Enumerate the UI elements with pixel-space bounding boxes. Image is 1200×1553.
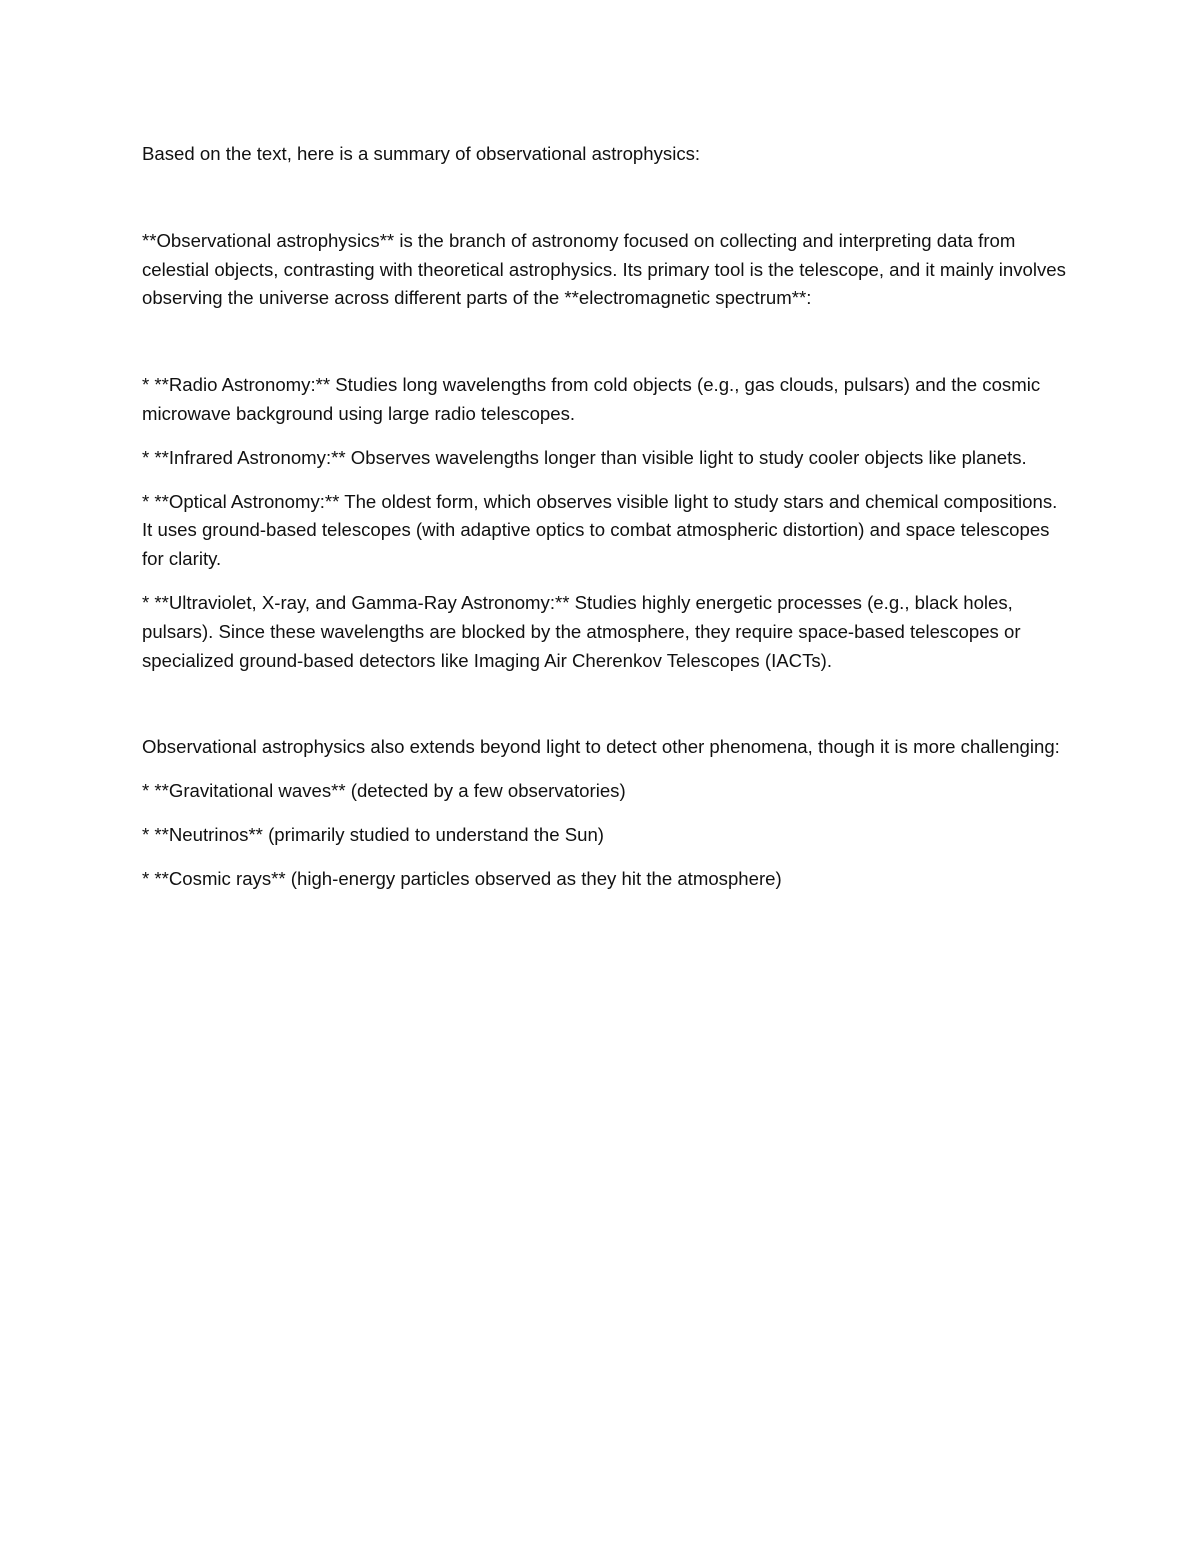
- bullet-cosmic-rays: * **Cosmic rays** (high-energy particles observed as they hit the atmosphere): [142, 867, 782, 889]
- intro-paragraph: Based on the text, here is a summary of observational astrophysics:: [142, 143, 701, 164]
- bullet-infrared-astronomy: * **Infrared Astronomy:** Observes wavelengths longer than visible light to study cooler objects like planets.: [142, 446, 1027, 468]
- spectrum-bullet-list: [142, 371, 1067, 675]
- beyond-light-bullet-list: [142, 777, 1067, 893]
- bullet-neutrinos: * **Neutrinos** (primarily studied to understand the Sun): [142, 823, 604, 845]
- bullet-optical-astronomy: * **Optical Astronomy:** The oldest form, which observes visible light to study stars and chemical compositions. It uses ground-based telescopes (with adaptive optics to combat atmospheric distortion) and space telescopes for clarity.: [142, 490, 1058, 570]
- bullet-gravitational-waves: * **Gravitational waves** (detected by a few observatories): [142, 780, 626, 802]
- bullet-high-energy-astronomy: * **Ultraviolet, X-ray, and Gamma-Ray Astronomy:** Studies highly energetic processes (e.g., black holes, pulsars). Since these wavelengths are blocked by the atmosphere, they require space-based telescopes or specialized ground-based detectors like Imaging Air Cherenkov Telescopes (IACTs).: [142, 591, 1021, 671]
- overview-paragraph: **Observational astrophysics** is the branch of astronomy focused on collecting and interpreting data from celestial objects, contrasting with theoretical astrophysics. Its primary tool is the telescope, and it mainly involves observing the universe across different parts of the **electromagnetic spectrum**:: [142, 229, 1066, 309]
- beyond-light-paragraph: Observational astrophysics also extends beyond light to detect other phenomena, though it is more challenging:: [142, 736, 1060, 758]
- document-body: [142, 140, 1067, 909]
- bullet-radio-astronomy: * **Radio Astronomy:** Studies long wavelengths from cold objects (e.g., gas clouds, pulsars) and the cosmic microwave background using large radio telescopes.: [142, 374, 1041, 424]
